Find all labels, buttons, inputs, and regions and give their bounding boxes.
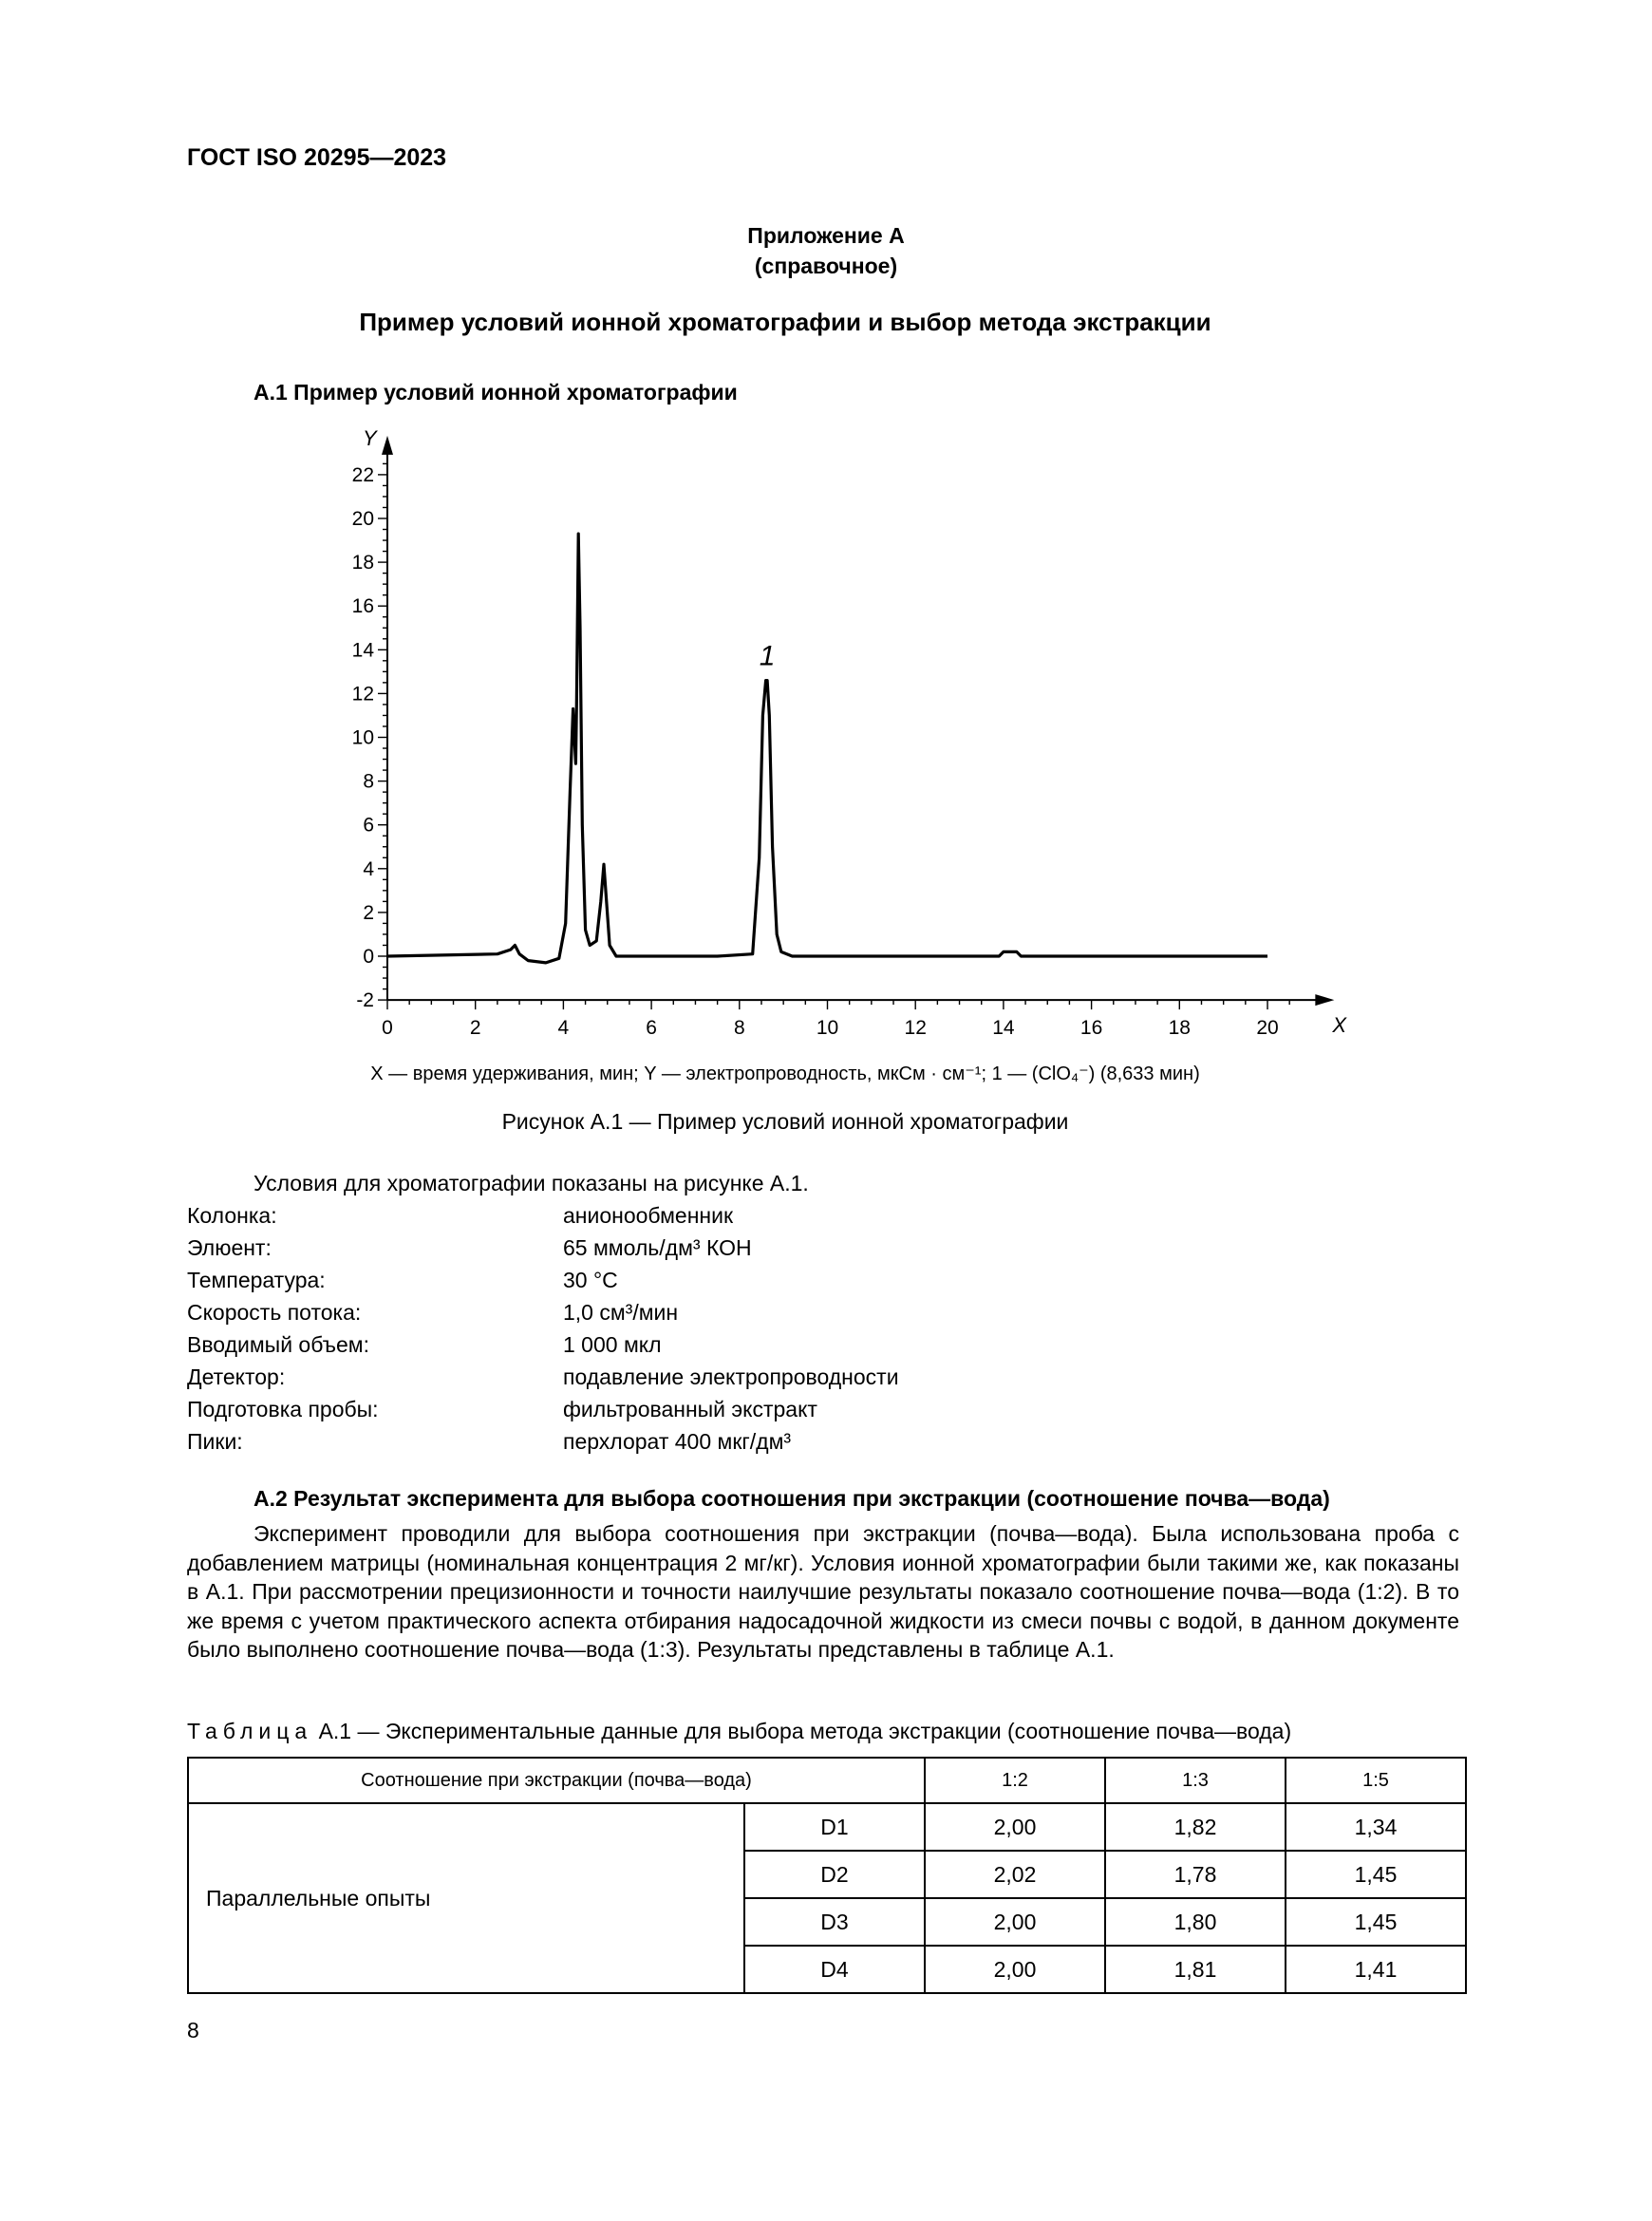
appendix-subtitle: (справочное) [754, 254, 898, 278]
x-tick-label: 18 [1168, 1017, 1191, 1040]
chart-axes [363, 425, 1347, 1040]
chromatogram-chart [323, 418, 1347, 1054]
x-tick-label: 14 [992, 1017, 1015, 1040]
figure-caption: Рисунок А.1 — Пример условий ионной хроматографии [501, 1109, 1069, 1134]
y-tick-label: 14 [351, 639, 374, 662]
y-tick-label: 22 [351, 463, 374, 486]
condition-value: 1,0 см³/мин [563, 1300, 679, 1325]
condition-label: Элюент: [187, 1235, 272, 1260]
table-cell: 2,00 [925, 1803, 1105, 1851]
x-tick-label: 20 [1256, 1017, 1279, 1040]
y-tick-label: 4 [363, 857, 374, 880]
chart-annotations [760, 640, 776, 671]
x-axis-label: X [1332, 1013, 1347, 1038]
condition-value: 65 ммоль/дм³ КОН [563, 1235, 752, 1260]
y-tick-label: 6 [363, 814, 374, 837]
condition-label: Вводимый объем: [187, 1332, 370, 1357]
appendix-title: Приложение А [747, 223, 905, 248]
chart-ticks [352, 453, 1290, 1039]
peak-annotation: 1 [759, 640, 776, 672]
chromatogram-line [387, 534, 1267, 963]
conditions-intro: Условия для хроматографии показаны на рисунке А.1. [253, 1171, 809, 1195]
table-cell: 1,45 [1286, 1851, 1466, 1898]
table-caption [187, 1719, 1291, 1744]
section-title: Пример условий ионной хроматографии и выбор метода экстракции [359, 308, 1211, 336]
table-group-label: Параллельные опыты [188, 1803, 744, 1993]
x-tick-label: 2 [469, 1017, 481, 1040]
table-cell: 1,41 [1286, 1946, 1466, 1993]
condition-label: Пики: [187, 1429, 243, 1454]
table-caption-text: А.1 — Экспериментальные данные для выбора метода экстракции (соотношение почва—вода) [318, 1719, 1292, 1743]
a2-paragraph: Эксперимент проводили для выбора соотношения при экстракции (почва—вода). Была использована проба с добавлением матрицы (номинальная концентрация 2 мг/кг). Условия ионной хроматографии были такими же, как показаны в А.1. При рассмотрении прецизионности и точности наилучшие результаты показало соотношение почва—вода (1:2). В то же время с учетом практического аспекта отбирания надосадочной жидкости из смеси почвы с водой, в данном документе было выполнено соотношение почва—вода (1:3). Результаты представлены в таблице А.1. [187, 1521, 1459, 1662]
y-tick-label: 18 [351, 552, 374, 574]
y-axis-arrow [382, 436, 393, 455]
x-tick-label: 0 [382, 1017, 393, 1040]
table-row-name: D3 [744, 1898, 925, 1946]
condition-value: подавление электропроводности [563, 1365, 899, 1389]
table-cell: 1,82 [1105, 1803, 1286, 1851]
condition-value: перхлорат 400 мкг/дм³ [563, 1429, 792, 1454]
table-row-name: D1 [744, 1803, 925, 1851]
x-axis-arrow [1315, 994, 1334, 1006]
condition-label: Подготовка пробы: [187, 1397, 379, 1421]
a2-body [187, 1519, 1459, 1665]
table-caption-word: Таблица [187, 1719, 313, 1743]
condition-label: Детектор: [187, 1365, 286, 1389]
table-cell: 1,78 [1105, 1851, 1286, 1898]
table-row [188, 1803, 1466, 1851]
y-tick-label: 2 [363, 901, 374, 924]
table-cell: 2,00 [925, 1946, 1105, 1993]
page-number: 8 [187, 2018, 199, 2042]
table-header-cell: 1:2 [925, 1758, 1105, 1803]
table-cell: 1,80 [1105, 1898, 1286, 1946]
y-tick-label: 20 [351, 508, 374, 530]
x-tick-label: 12 [904, 1017, 927, 1040]
table-header-row [188, 1758, 1466, 1803]
table-cell: 1,81 [1105, 1946, 1286, 1993]
x-tick-label: 4 [557, 1017, 570, 1040]
x-tick-label: 10 [816, 1017, 839, 1040]
y-tick-label: 16 [351, 595, 374, 618]
x-tick-label: 16 [1079, 1017, 1103, 1040]
document-header: ГОСТ ISO 20295—2023 [187, 144, 447, 171]
condition-value: 30 °С [563, 1268, 618, 1292]
table-header-cell: 1:5 [1286, 1758, 1466, 1803]
y-axis-label: Y [363, 425, 377, 450]
figure-legend-text: X — время удерживания, мин; Y — электропроводность, мкСм · см⁻¹; 1 — (ClO₄⁻) (8,633 мин) [370, 1063, 1200, 1084]
a1-heading: А.1 Пример условий ионной хроматографии [253, 380, 738, 405]
table-cell: 2,02 [925, 1851, 1105, 1898]
table-header-cell: 1:3 [1105, 1758, 1286, 1803]
table-header-label: Соотношение при экстракции (почва—вода) [188, 1758, 925, 1803]
condition-value: фильтрованный экстракт [563, 1397, 817, 1421]
table-row-name: D4 [744, 1946, 925, 1993]
chart-series [387, 534, 1267, 963]
table-cell: 1,45 [1286, 1898, 1466, 1946]
x-tick-label: 8 [733, 1017, 745, 1040]
condition-label: Температура: [187, 1268, 326, 1292]
table-cell: 2,00 [925, 1898, 1105, 1946]
x-tick-label: 6 [646, 1017, 657, 1040]
table-row-name: D2 [744, 1851, 925, 1898]
y-tick-label: 8 [363, 770, 374, 793]
y-tick-label: 0 [363, 946, 374, 968]
condition-label: Колонка: [187, 1203, 277, 1228]
y-tick-label: -2 [356, 989, 374, 1012]
figure-legend [0, 1062, 1570, 1085]
condition-value: 1 000 мкл [563, 1332, 662, 1357]
y-tick-label: 10 [351, 726, 374, 749]
condition-value: анионообменник [563, 1203, 734, 1228]
condition-label: Скорость потока: [187, 1300, 362, 1325]
table-cell: 1,34 [1286, 1803, 1466, 1851]
a2-heading: А.2 Результат эксперимента для выбора соотношения при экстракции (соотношение почва—вода) [253, 1486, 1330, 1511]
y-tick-label: 12 [351, 683, 374, 706]
extraction-data-table [187, 1757, 1467, 1994]
appendix-heading [0, 220, 1652, 281]
